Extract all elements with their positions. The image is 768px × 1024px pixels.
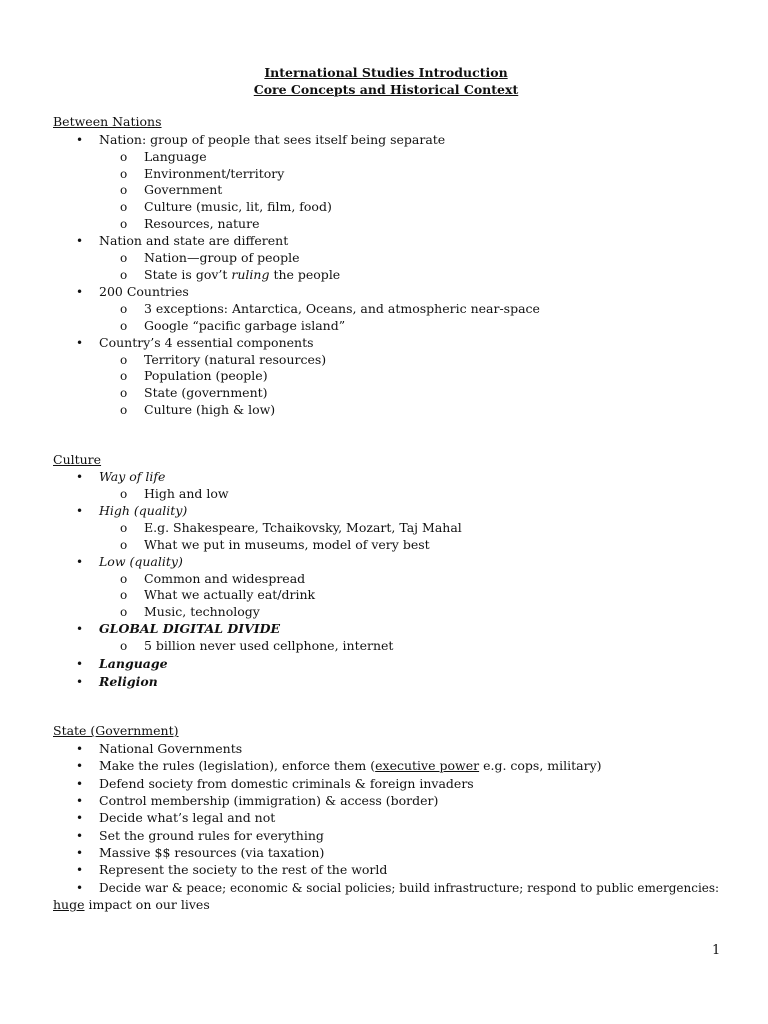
sub-bullet-icon: o	[120, 150, 128, 164]
sub-item: E.g. Shakespeare, Tchaikovsky, Mozart, Taj Mahal	[144, 520, 462, 535]
sub-bullet-icon: o	[120, 403, 128, 417]
sub-bullet-icon: o	[120, 319, 128, 333]
bullet-item: Nation: group of people that sees itself being separate	[99, 132, 446, 147]
sub-bullet-icon: o	[120, 572, 128, 586]
sub-item: Environment/territory	[144, 166, 285, 181]
bullet-icon: •	[76, 777, 84, 791]
bullet-item-underlined: executive power	[375, 758, 480, 773]
bullet-item: Religion	[99, 674, 158, 689]
bullet-icon: •	[76, 675, 84, 689]
sub-item: Common and widespread	[144, 571, 306, 586]
bullet-item: Low (quality)	[99, 554, 183, 569]
bullet-item: Nation and state are different	[99, 233, 289, 248]
bullet-icon: •	[76, 234, 84, 248]
bullet-icon: •	[76, 759, 84, 773]
sub-item: What we actually eat/drink	[144, 587, 316, 602]
sub-bullet-icon: o	[120, 353, 128, 367]
sub-item: Population (people)	[144, 368, 268, 383]
bullet-item: Decide war & peace; economic & social policies; build infrastructure; respond to public emergencies:	[99, 881, 720, 895]
sub-bullet-icon: o	[120, 386, 128, 400]
document-title: International Studies Introduction	[264, 65, 508, 80]
bullet-icon: •	[76, 336, 84, 350]
bullet-item	[99, 758, 602, 774]
sub-item: Nation—group of people	[144, 250, 300, 265]
bullet-icon: •	[76, 622, 84, 636]
bullet-item: 200 Countries	[99, 284, 189, 299]
sub-item-text: the people	[269, 267, 341, 282]
bullet-item: Country’s 4 essential components	[99, 335, 314, 350]
sub-bullet-icon: o	[120, 251, 128, 265]
bullet-icon: •	[76, 881, 84, 895]
bullet-icon: •	[76, 846, 84, 860]
sub-item: Territory (natural resources)	[144, 352, 327, 367]
sub-item: Language	[144, 149, 207, 164]
section-heading-culture: Culture	[53, 452, 102, 467]
sub-item: Culture (high & low)	[144, 402, 276, 417]
sub-item: High and low	[144, 486, 229, 501]
sub-bullet-icon: o	[120, 588, 128, 602]
sub-bullet-icon: o	[120, 200, 128, 214]
sub-item: 5 billion never used cellphone, internet	[144, 638, 394, 653]
bullet-item: Language	[99, 656, 168, 671]
page-number: 1	[712, 943, 721, 958]
bullet-icon: •	[76, 863, 84, 877]
sub-bullet-icon: o	[120, 487, 128, 501]
bullet-icon: •	[76, 742, 84, 756]
sub-item	[144, 267, 340, 283]
bullet-icon: •	[76, 794, 84, 808]
sub-bullet-icon: o	[120, 605, 128, 619]
sub-item: Government	[144, 182, 223, 197]
document-subtitle: Core Concepts and Historical Context	[253, 82, 519, 97]
bullet-item: Control membership (immigration) & access (border)	[99, 793, 439, 808]
sub-item: Resources, nature	[144, 216, 260, 231]
sub-item: Music, technology	[144, 604, 260, 619]
section-heading-between-nations: Between Nations	[53, 114, 162, 129]
sub-item-emphasis: ruling	[231, 267, 270, 282]
sub-bullet-icon: o	[120, 521, 128, 535]
bullet-item: High (quality)	[99, 503, 188, 518]
bullet-icon: •	[76, 133, 84, 147]
sub-bullet-icon: o	[120, 268, 128, 282]
bullet-icon: •	[76, 470, 84, 484]
sub-bullet-icon: o	[120, 369, 128, 383]
bullet-item: Set the ground rules for everything	[99, 828, 324, 843]
sub-item: What we put in museums, model of very best	[144, 537, 430, 552]
continuation-text: impact on our lives	[84, 897, 210, 912]
sub-bullet-icon: o	[120, 167, 128, 181]
bullet-item: Massive $$ resources (via taxation)	[99, 845, 325, 860]
bullet-icon: •	[76, 285, 84, 299]
sub-bullet-icon: o	[120, 538, 128, 552]
bullet-item: Decide what’s legal and not	[99, 810, 276, 825]
bullet-item: Represent the society to the rest of the world	[99, 862, 388, 877]
bullet-item: Way of life	[99, 469, 166, 484]
bullet-icon: •	[76, 829, 84, 843]
sub-bullet-icon: o	[120, 183, 128, 197]
sub-item: Google “pacific garbage island”	[144, 318, 346, 333]
bullet-item-text: e.g. cops, military)	[479, 758, 602, 773]
bullet-icon: •	[76, 811, 84, 825]
bullet-icon: •	[76, 504, 84, 518]
sub-bullet-icon: o	[120, 639, 128, 653]
bullet-item: Defend society from domestic criminals & foreign invaders	[99, 776, 474, 791]
section-heading-state: State (Government)	[53, 723, 179, 738]
sub-item: 3 exceptions: Antarctica, Oceans, and atmospheric near-space	[144, 301, 540, 316]
sub-item: Culture (music, lit, film, food)	[144, 199, 332, 214]
bullet-item: National Governments	[99, 741, 243, 756]
bullet-icon: •	[76, 555, 84, 569]
bullet-item-text: Make the rules (legislation), enforce them (	[99, 758, 376, 773]
sub-item: State (government)	[144, 385, 268, 400]
sub-item-text: State is gov’t	[144, 267, 232, 282]
sub-bullet-icon: o	[120, 217, 128, 231]
bullet-icon: •	[76, 657, 84, 671]
continuation-underlined: huge	[53, 897, 85, 912]
sub-bullet-icon: o	[120, 302, 128, 316]
bullet-item: GLOBAL DIGITAL DIVIDE	[99, 621, 281, 636]
bullet-item-continuation	[53, 897, 210, 913]
